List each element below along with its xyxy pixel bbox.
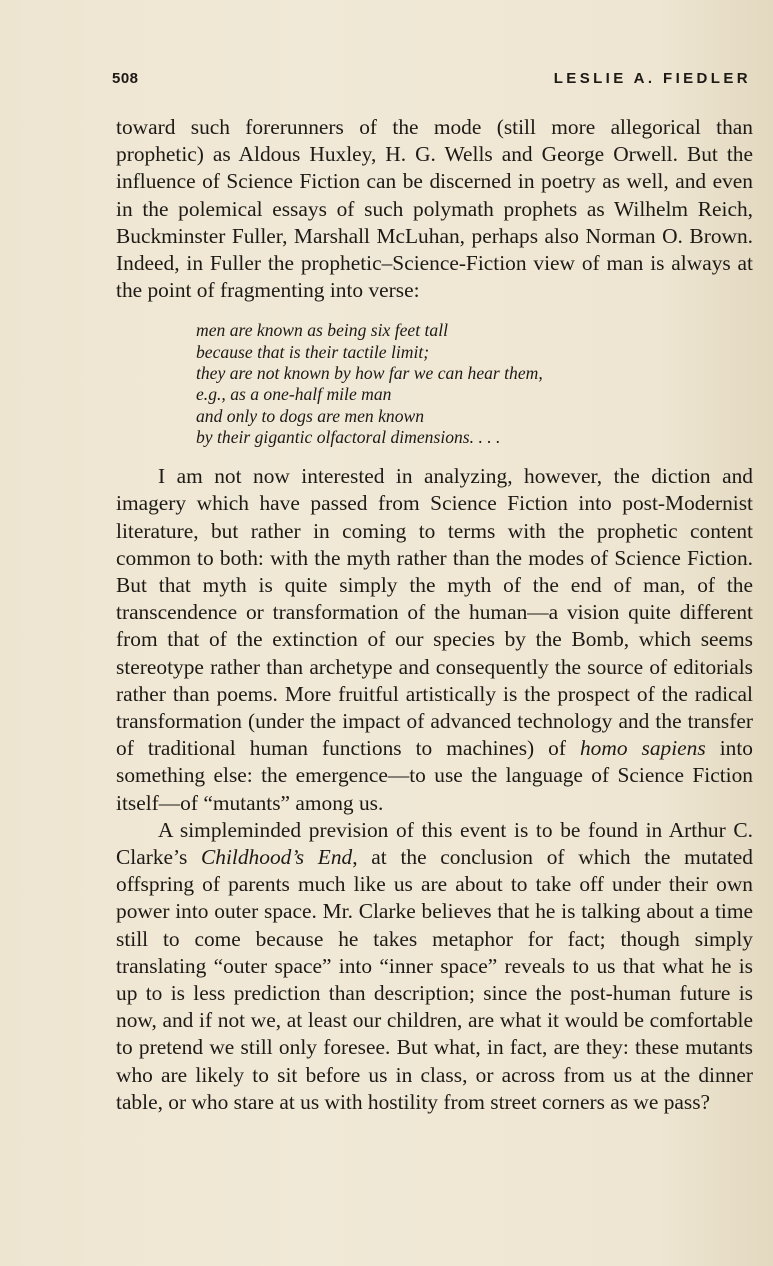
verse-quotation (196, 320, 753, 448)
paragraph-2-text: I am not now interested in analyzing, however, the diction and imagery which have passed from Science Fiction into post-Modernist literature, but rather in coming to terms with the prophetic content common to both: with the myth rather than the modes of Science Fiction. But that myth is quite simply the myth of the end of man, of the transcendence or transformation of the human—a vision quite different from that of the extinction of our species by the Bomb, which seems stereotype rather than archetype and consequently the source of editorials rather than poems. More fruitful artistically is the prospect of the radical transformation (under the impact of advanced technology and the transfer of traditional human functions to machines) of (116, 464, 753, 761)
verse-line: and only to dogs are men known (196, 405, 425, 426)
running-head: LESLIE A. FIEDLER (553, 70, 751, 87)
page-body (116, 114, 753, 1116)
page-number: 508 (112, 70, 139, 87)
book-title: Childhood’s End (201, 845, 353, 870)
paragraph-2 (116, 463, 753, 817)
paragraph-3-text-end: , at the conclusion of which the mutated offspring of parents much like us are about to take off under their own power into outer space. Mr. Clarke believes that he is talking about a time still to come because he takes metaphor for fact; though simply translating “outer space” into “inner space” reveals to us that what he is up to is less prediction than description; since the post-human future is now, and if not we, at least our children, are what it would be comfortable to pretend we still only foresee. But what, in fact, are they: these mutants who are likely to sit before us in class, or across from us at the dinner table, or who stare at us with hostility from street corners as we pass? (116, 845, 753, 1114)
verse-line: e.g., as a one-half mile man (196, 384, 392, 405)
paragraph-3-text: A simpleminded prevision of this event is to be found in Arthur C. Clarke’s (116, 817, 753, 870)
italic-term: homo sapiens (579, 736, 706, 761)
verse-line: they are not known by how far we can hear them, (196, 363, 543, 384)
verse-line: by their gigantic olfactoral dimensions. . . . (196, 426, 501, 447)
paragraph-1: toward such forerunners of the mode (still more allegorical than prophetic) as Aldous Huxley, H. G. Wells and George Orwell. But the influence of Science Fiction can be discerned in poetry as well, and even in the polemical essays of such polymath prophets as Wilhelm Reich, Buckminster Fuller, Marshall McLuhan, perhaps also Norman O. Brown. Indeed, in Fuller the prophetic–Science-Fiction view of man is always at the point of fragmenting into verse: (116, 115, 753, 303)
paragraph-2-text-end: into something else: the emergence—to use the language of Science Fiction itself—of “mutants” among us. (116, 736, 753, 815)
verse-line: because that is their tactile limit; (196, 341, 430, 362)
paragraph-3 (116, 817, 753, 1116)
verse-line: men are known as being six feet tall (196, 320, 448, 341)
